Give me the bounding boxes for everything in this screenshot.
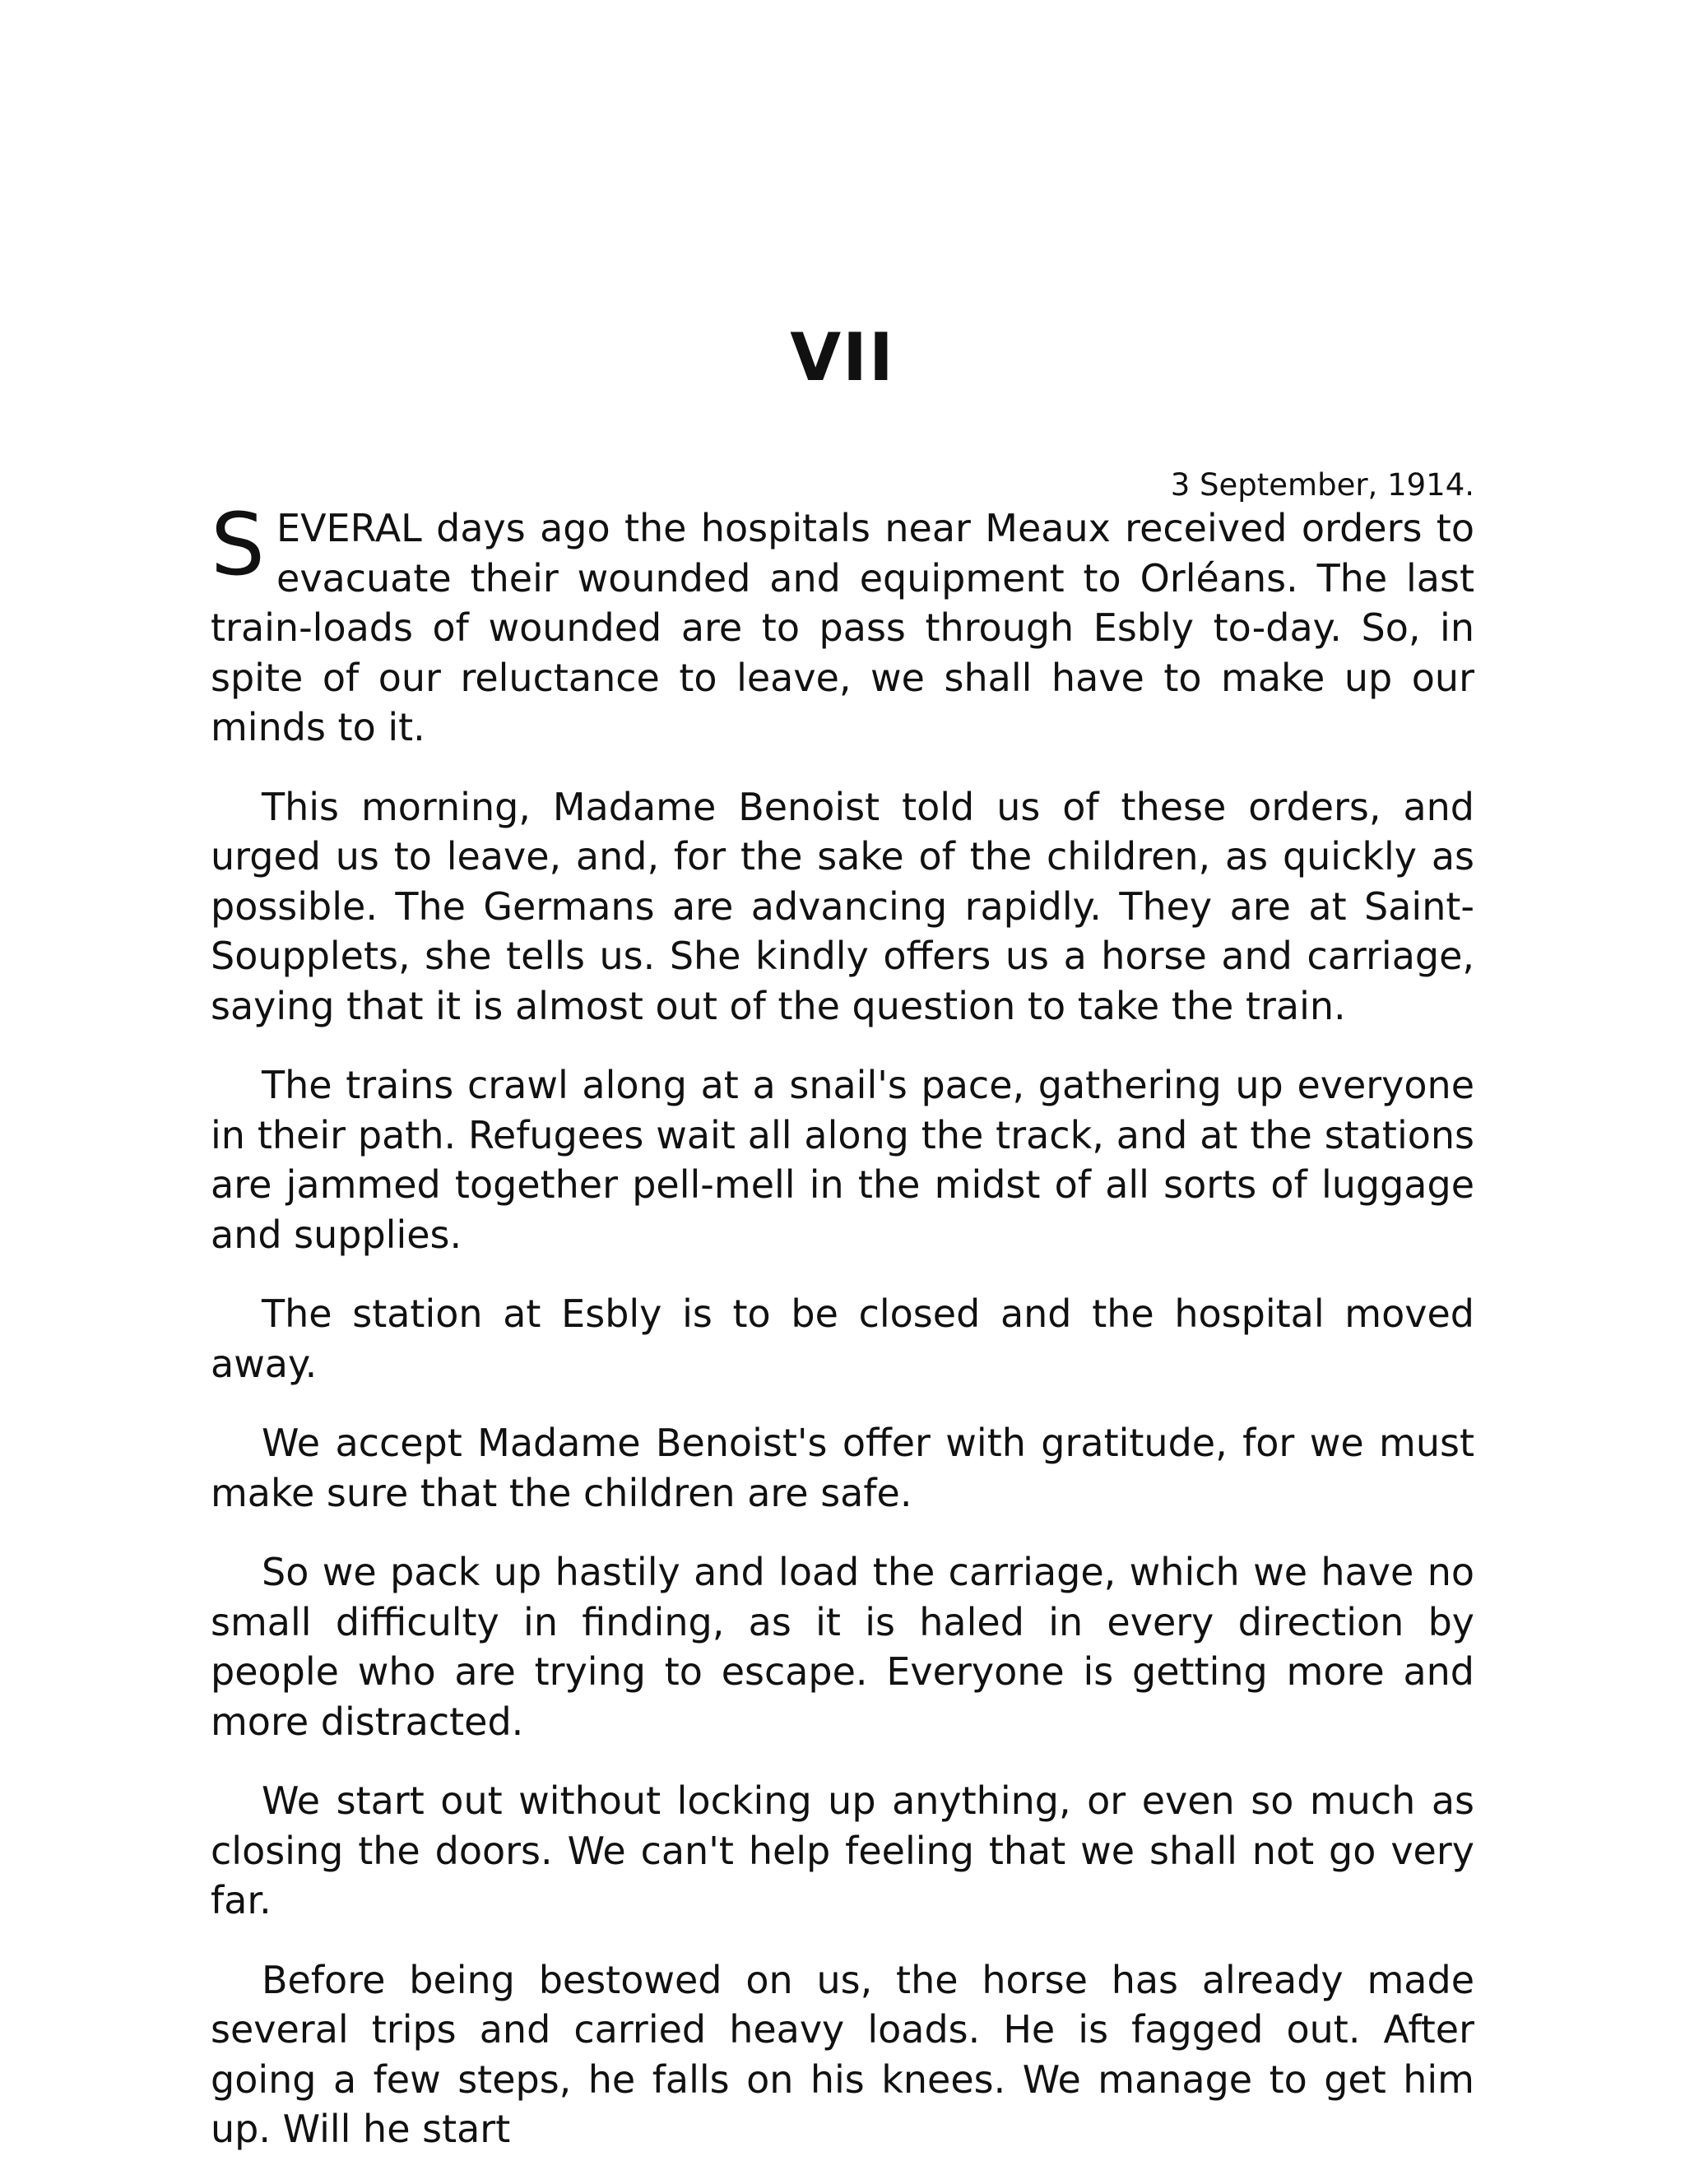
paragraph-1 [211,494,1474,753]
book-page [211,0,1474,2180]
paragraph-2: This morning, Madame Benoist told us of these orders, and urged us to leave, and, for the sake of the children, as quickly as possible. The Germans are advancing rapidly. They are at Saint-Soupplets, she tells us. She kindly offers us a horse and carriage, saying that it is almost out of the question to take the train. [211,784,1474,1028]
paragraph-1-text: EVERAL days ago the hospitals near Meaux received orders to evacuate their wounded and equipment to Orléans. The last train-loads of wounded are to pass through Esbly to-day. So, in spite of our reluctance to leave, we shall have to make up our minds to it. [211,506,1474,749]
paragraph-8: Before being bestowed on us, the horse has already made several trips and carried heavy loads. He is fagged out. After going a few steps, he falls on his knees. We manage to get him up. Will he start [211,1957,1474,2151]
paragraph-6: So we pack up hastily and load the carriage, which we have no small difficulty in finding, as it is haled in every direction by people who are trying to escape. Everyone is getting more and more distracted. [211,1550,1474,1744]
paragraph-7: We start out without locking up anything, or even so much as closing the doors. We can't help feeling that we shall not go very far. [211,1778,1474,1922]
paragraph-5: We accept Madame Benoist's offer with gratitude, for we must make sure that the children are safe. [211,1421,1474,1515]
drop-cap: S [211,494,266,595]
paragraph-4: The station at Esbly is to be closed and the hospital moved away. [211,1291,1474,1386]
entry-date: 3 September, 1914. [1170,467,1474,503]
chapter-title: VII [790,319,895,396]
body-text [211,494,1474,2184]
paragraph-3: The trains crawl along at a snail's pace, gathering up everyone in their path. Refugees wait all along the track, and at the stations are jammed together pell-mell in the midst of all sorts of luggage and supplies. [211,1063,1474,1257]
